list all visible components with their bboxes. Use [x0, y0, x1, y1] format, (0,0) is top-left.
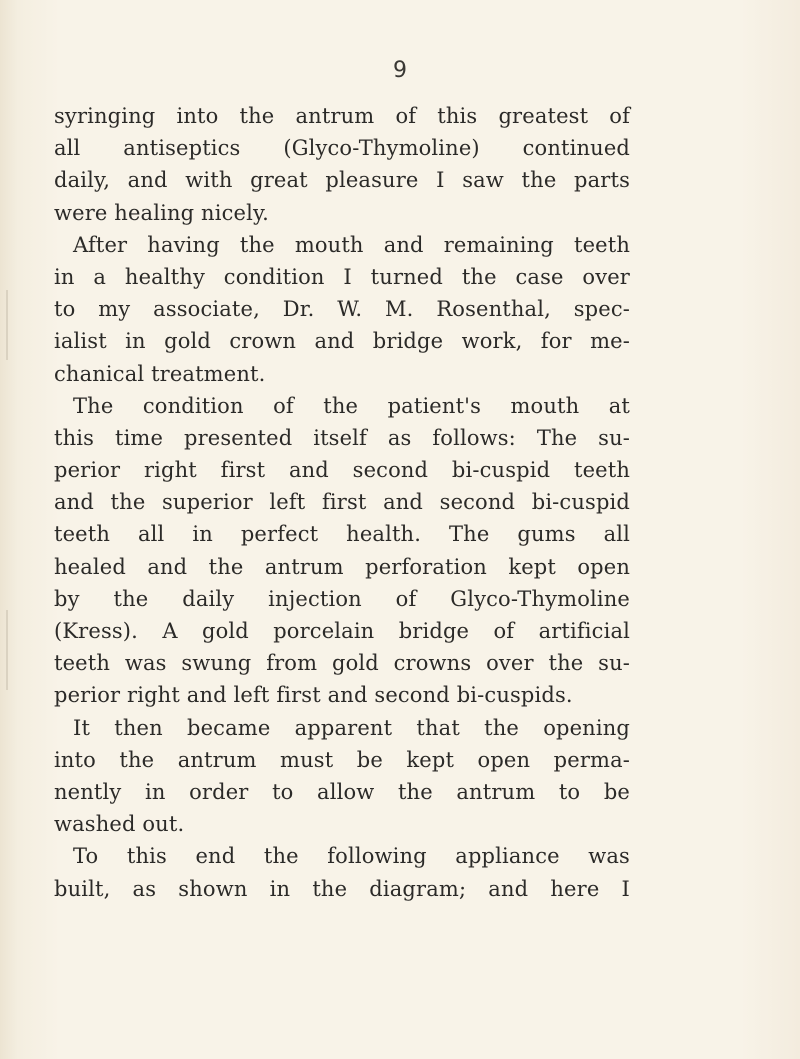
text-line: ialist in gold crown and bridge work, for me- [54, 329, 630, 354]
text-line: It then became apparent that the opening [73, 715, 630, 740]
gutter-shadow-lower [6, 610, 8, 690]
text-line: teeth was swung from gold crowns over the su- [54, 651, 630, 676]
gutter-shadow-upper [6, 290, 8, 360]
text-line: by the daily injection of Glyco-Thymoline [54, 586, 630, 611]
text-line: syringing into the antrum of this greatest of [54, 104, 630, 128]
text-line: perior right and left first and second bi-cuspids. [54, 683, 573, 708]
text-line: all antiseptics (Glyco-Thymoline) continued [54, 136, 630, 161]
page-number: 9 [393, 58, 407, 83]
text-line: To this end the following appliance was [73, 844, 630, 869]
text-line: The condition of the patient's mouth at [73, 393, 630, 418]
text-line: were healing nicely. [54, 200, 269, 225]
text-line: daily, and with great pleasure I saw the parts [54, 168, 630, 193]
text-line: into the antrum must be kept open perma- [54, 747, 630, 772]
text-line: to my associate, Dr. W. M. Rosenthal, spec- [54, 297, 630, 322]
text-line: After having the mouth and remaining teeth [73, 232, 630, 257]
text-line: teeth all in perfect health. The gums all [54, 522, 630, 547]
text-line: in a healthy condition I turned the case over [54, 264, 630, 289]
text-line: built, as shown in the diagram; and here I [54, 876, 630, 901]
text-line: (Kress). A gold porcelain bridge of artificial [54, 619, 630, 643]
text-line: and the superior left first and second bi-cuspid [54, 490, 630, 515]
text-line: chanical treatment. [54, 361, 266, 386]
text-line: healed and the antrum perforation kept open [54, 554, 630, 579]
body-text [54, 100, 630, 905]
text-line: this time presented itself as follows: The su- [54, 425, 630, 450]
text-line: nently in order to allow the antrum to be [54, 779, 630, 804]
text-line: washed out. [54, 812, 185, 837]
text-line: perior right first and second bi-cuspid teeth [54, 458, 630, 483]
